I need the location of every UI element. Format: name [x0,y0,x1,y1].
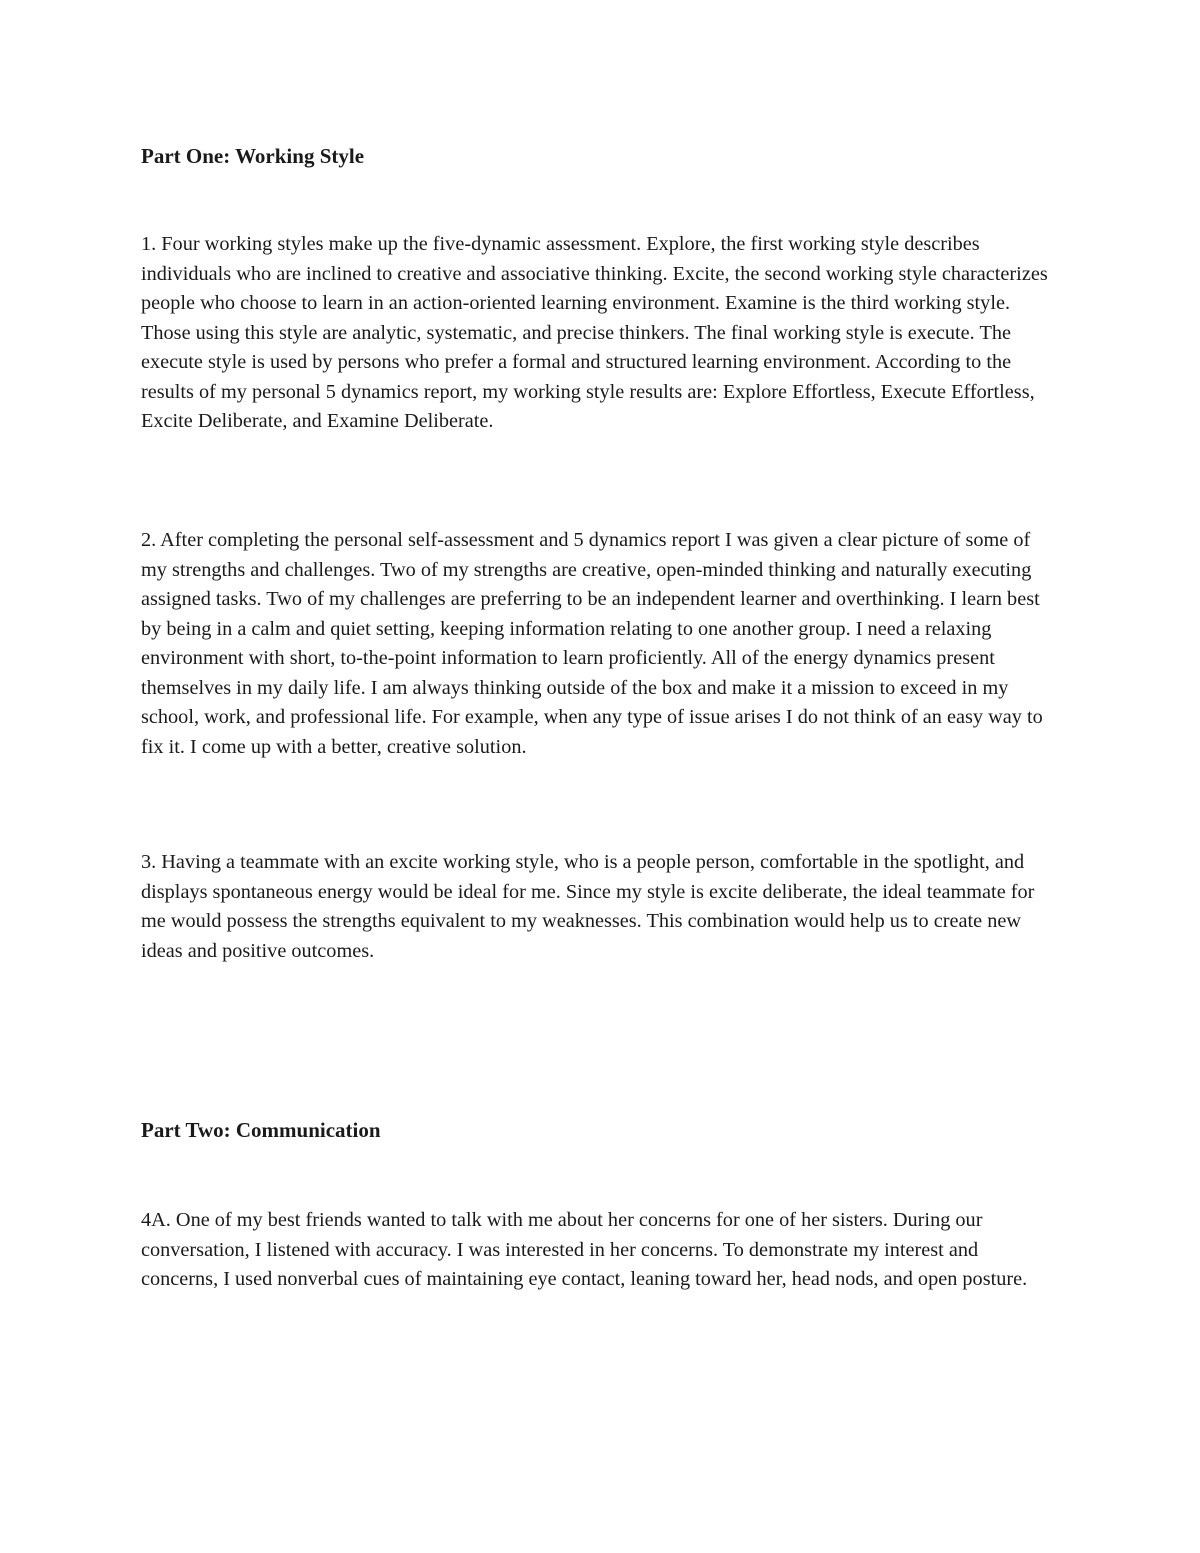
part-two-heading: Part Two: Communication [141,1118,381,1142]
paragraph-4a: 4A. One of my best friends wanted to talk with me about her concerns for one of her sisters. During our conversation, I listened with accuracy. I was interested in her concerns. To demonstrate my interest and concerns, I used nonverbal cues of maintaining eye contact, leaning toward her, head nods, and open posture. [141,1209,1028,1290]
part-one-heading: Part One: Working Style [141,144,365,168]
paragraph-1: 1. Four working styles make up the five-dynamic assessment. Explore, the first working style describes individuals who are inclined to creative and associative thinking. Excite, the second working style characterizes people who choose to learn in an action-oriented learning environment. Examine is the third working style. Those using this style are analytic, systematic, and precise thinkers. The final working style is execute. The execute style is used by persons who prefer a formal and structured learning environment. According to the results of my personal 5 dynamics report, my working style results are: Explore Effortless, Execute Effortless, Excite Deliberate, and Examine Deliberate. [141,233,1048,432]
paragraph-3: 3. Having a teammate with an excite working style, who is a people person, comfortable in the spotlight, and displays spontaneous energy would be ideal for me. Since my style is excite deliberate, the ideal teammate for me would possess the strengths equivalent to my weaknesses. This combination would help us to create new ideas and positive outcomes. [141,851,1035,962]
paragraph-2: 2. After completing the personal self-assessment and 5 dynamics report I was given a clear picture of some of my strengths and challenges. Two of my strengths are creative, open-minded thinking and naturally executing assigned tasks. Two of my challenges are preferring to be an independent learner and overthinking. I learn best by being in a calm and quiet setting, keeping information relating to one another group. I need a relaxing environment with short, to-the-point information to learn proficiently. All of the energy dynamics present themselves in my daily life. I am always thinking outside of the box and make it a mission to exceed in my school, work, and professional life. For example, when any type of issue arises I do not think of an easy way to fix it. I come up with a better, creative solution. [141,529,1043,758]
